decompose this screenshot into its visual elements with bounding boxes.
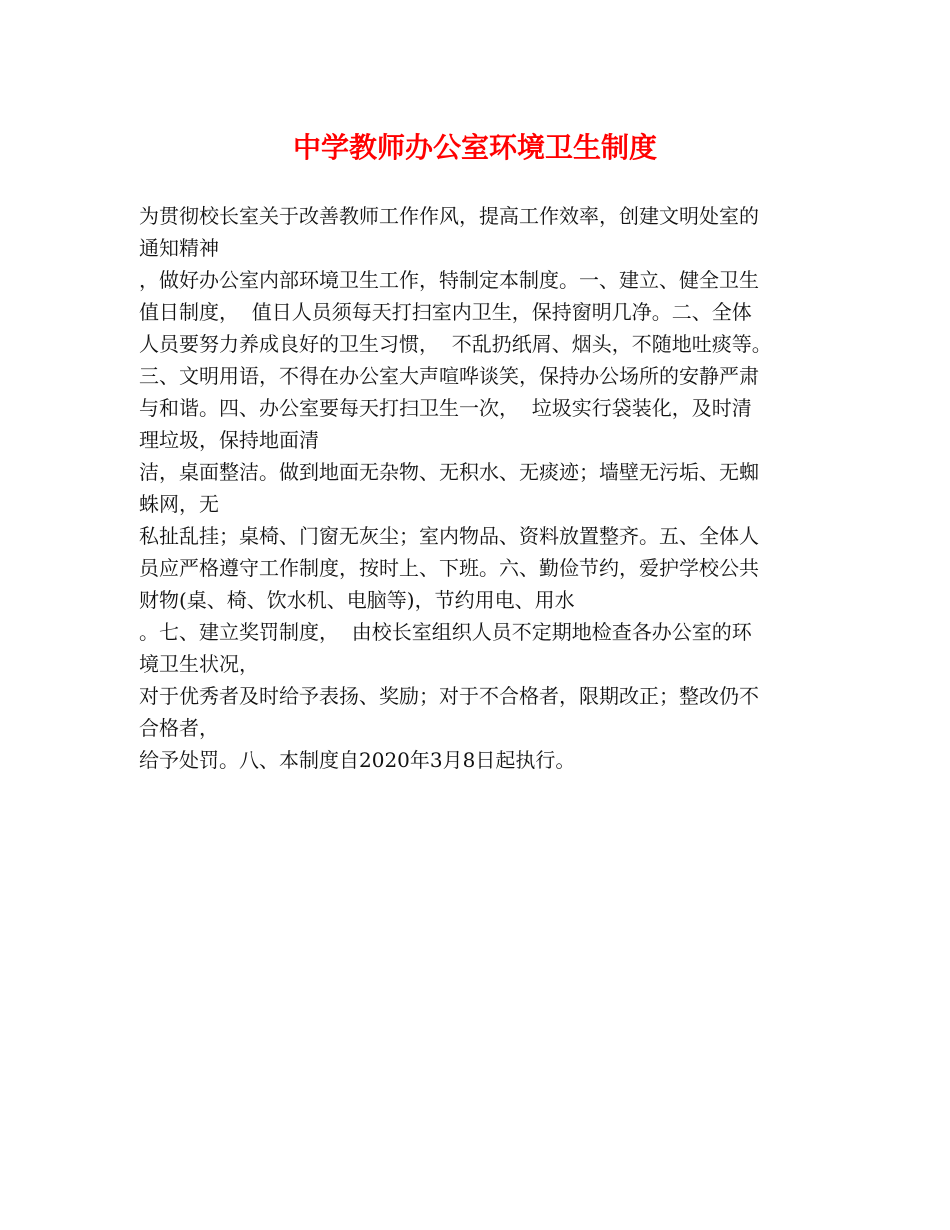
body-line: 为贯彻校长室关于改善教师工作作风，提高工作效率，创建文明处室的 — [139, 204, 759, 228]
body-line: 蛛网，无 — [139, 492, 219, 516]
body-line: 。七、建立奖罚制度， 由校长室组织人员不定期地检查各办公室的环 — [139, 620, 752, 644]
body-line: 通知精神 — [139, 236, 219, 260]
body-line: 与和谐。四、办公室要每天打扫卫生一次， 垃圾实行袋装化，及时清 — [139, 396, 752, 420]
body-line: 境卫生状况， — [139, 652, 259, 676]
body-line: 给予处罚。八、本制度自2020年3月8日起执行。 — [139, 748, 576, 772]
body-line: 理垃圾，保持地面清 — [139, 428, 319, 452]
body-line: 洁，桌面整洁。做到地面无杂物、无积水、无痰迹；墙壁无污垢、无蜘 — [139, 460, 759, 484]
body-line: 对于优秀者及时给予表扬、奖励；对于不合格者，限期改正；整改仍不 — [139, 684, 759, 708]
document-body — [139, 200, 824, 776]
body-line: 财物(桌、椅、饮水机、电脑等)，节约用电、用水 — [139, 588, 575, 612]
body-line: 值日制度， 值日人员须每天打扫室内卫生，保持窗明几净。二、全体 — [139, 300, 752, 324]
body-line: 员应严格遵守工作制度，按时上、下班。六、勤俭节约，爱护学校公共 — [139, 556, 759, 580]
document-title: 中学教师办公室环境卫生制度 — [292, 131, 657, 164]
body-line: 人员要努力养成良好的卫生习惯， 不乱扔纸屑、烟头，不随地吐痰等。 — [139, 332, 772, 356]
body-line: 三、文明用语，不得在办公室大声喧哗谈笑，保持办公场所的安静严肃 — [139, 364, 759, 388]
body-line: 合格者， — [139, 716, 219, 740]
body-line: ，做好办公室内部环境卫生工作，特制定本制度。一、建立、健全卫生 — [139, 268, 759, 292]
body-line: 私扯乱挂；桌椅、门窗无灰尘；室内物品、资料放置整齐。五、全体人 — [139, 524, 759, 548]
